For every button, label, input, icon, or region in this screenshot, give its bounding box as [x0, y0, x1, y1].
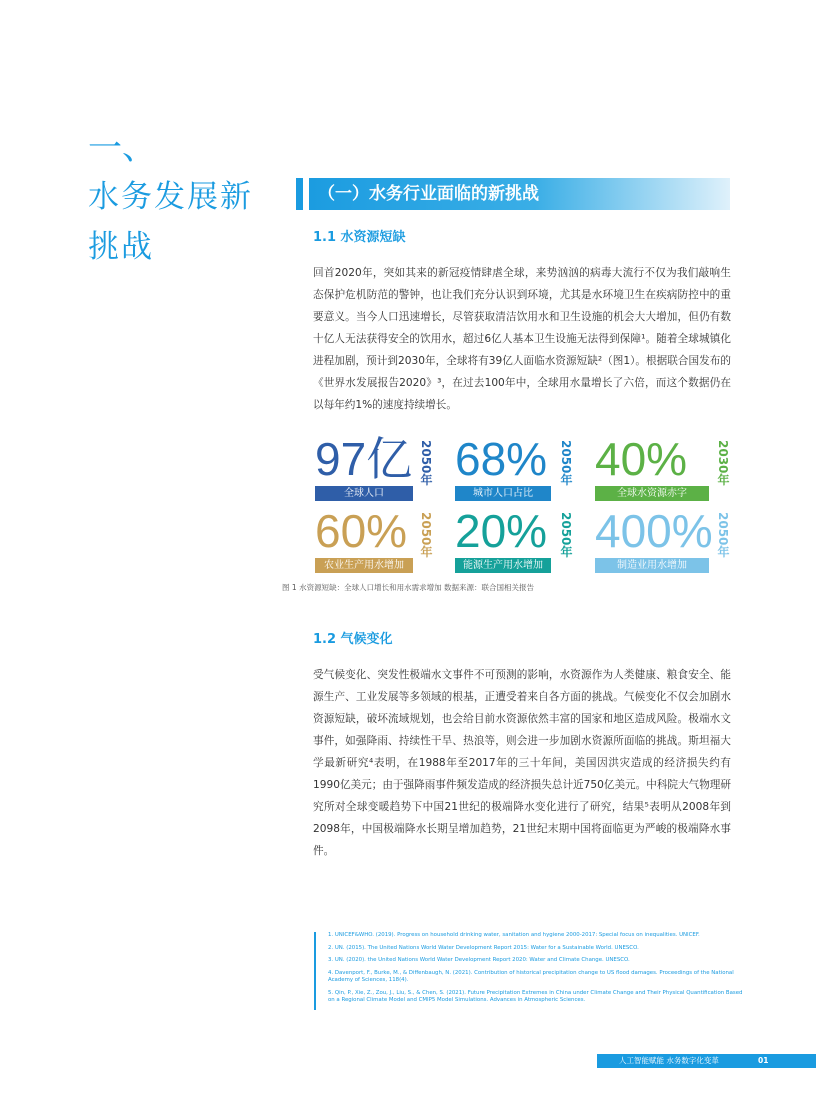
section-accent-gap	[303, 178, 309, 210]
stat-year: 2050年	[559, 440, 573, 486]
footnote-item: 5. Qin, P., Xie, Z., Zou, J., Liu, S., & Chen, S. (2021). Future Precipitation Extremes in China under Climate Change and Their Physical Quantification Based on a Regional Climate Model and CMIP5 Model Simulations. Advances in Atmospheric Sciences.	[328, 989, 743, 1003]
subsection-heading-climate-change: 1.2 气候变化	[313, 632, 393, 647]
footnotes	[314, 932, 748, 1010]
stat-value: 97亿	[315, 433, 413, 485]
section-accent-stripe	[296, 178, 303, 210]
stat-card-energy-water	[455, 505, 573, 572]
stat-year: 2050年	[716, 512, 730, 558]
stat-label: 全球人口	[315, 486, 413, 501]
footnote-item: 3. UN. (2020). the United Nations World Water Development Report 2020: Water and Climate Change. UNESCO.	[328, 957, 630, 963]
section-title-bar	[296, 178, 730, 210]
stat-value: 68%	[455, 433, 548, 485]
chapter-number: 一、	[88, 128, 156, 168]
page-footer-bar	[597, 1054, 816, 1068]
stat-label: 制造业用水增加	[595, 558, 709, 573]
footnote-item: 1. UNICEF&WHO. (2019). Progress on household drinking water, sanitation and hygiene 2000-2017: Special focus on inequalities. UNICEF.	[328, 932, 700, 938]
page-number: 01	[758, 1056, 769, 1065]
subsection-heading-water-shortage: 1.1 水资源短缺	[313, 230, 406, 245]
stat-label: 城市人口占比	[455, 486, 551, 501]
stat-label: 全球水资源赤字	[595, 486, 709, 501]
stat-year: 2030年	[716, 440, 730, 486]
section-title: （一）水务行业面临的新挑战	[318, 184, 539, 204]
stat-year: 2050年	[559, 512, 573, 558]
stat-card-urban-population	[455, 433, 573, 500]
footer-text: 人工智能赋能 水务数字化变革	[619, 1056, 719, 1065]
stat-card-manufacturing-water	[595, 505, 735, 572]
stat-year: 2050年	[419, 440, 433, 486]
water-shortage-paragraph: 回首2020年，突如其来的新冠疫情肆虐全球，来势汹汹的病毒大流行不仅为我们敲响生态保护危机防范的警钟，也让我们充分认识到环境，尤其是水环境卫生在疾病防控中的重要意义。当今人口迅速增长，尽管获取清洁饮用水和卫生设施的机会大大增加，但仍有数十亿人无法获得安全的饮用水，超过6亿人基本卫生设施无法得到保障¹。随着全球城镇化进程加剧，预计到2030年，全球将有39亿人面临水资源短缺²（图1）。根据联合国发布的《世界水发展报告2020》³，在过去100年中，全球用水量增长了六倍，而这个数据仍在以每年约1%的速度持续增长。	[313, 267, 731, 411]
stat-label: 农业生产用水增加	[315, 558, 413, 573]
stat-value: 60%	[315, 505, 408, 557]
footnote-item: 2. UN. (2015). The United Nations World Water Development Report 2015: Water for a Sustainable World. UNESCO.	[328, 944, 639, 951]
stat-label: 能源生产用水增加	[455, 558, 551, 573]
chapter-title: 水务发展新挑战	[88, 179, 253, 265]
stat-value: 40%	[595, 433, 688, 485]
stat-value: 20%	[455, 505, 548, 557]
stat-year: 2050年	[419, 512, 433, 558]
stat-card-global-population	[315, 433, 433, 500]
footnote-item: 4. Davenport, F., Burke, M., & Diffenbaugh, N. (2021). Contribution of historical precipitation change to US flood damages. Proceedings of the National Academy of Sciences, 118(4).	[328, 969, 734, 983]
stat-card-water-deficit	[595, 433, 735, 500]
stat-value: 400%	[595, 505, 713, 557]
figure-caption: 图 1 水资源短缺：全球人口增长和用水需求增加 数据来源：联合国相关报告	[282, 583, 534, 592]
stat-card-agriculture-water	[315, 505, 433, 572]
climate-change-paragraph: 受气候变化、突发性极端水文事件不可预测的影响，水资源作为人类健康、粮食安全、能源生产、工业发展等多领域的根基，正遭受着来自各方面的挑战。气候变化不仅会加剧水资源短缺，破坏流域规划，也会给目前水资源依然丰富的国家和地区造成风险。极端水文事件，如强降雨、持续性干旱、热浪等，则会进一步加剧水资源所面临的挑战。斯坦福大学最新研究⁴表明，在1988年至2017年的三十年间，美国因洪灾造成的经济损失约有1990亿美元；由于强降雨事件频发造成的经济损失总计近750亿美元。中科院大气物理研究所对全球变暖趋势下中国21世纪的极端降水变化进行了研究，结果⁵表明从2008年到2098年，中国极端降水长期呈增加趋势，21世纪末期中国将面临更为严峻的极端降水事件。	[313, 669, 731, 857]
